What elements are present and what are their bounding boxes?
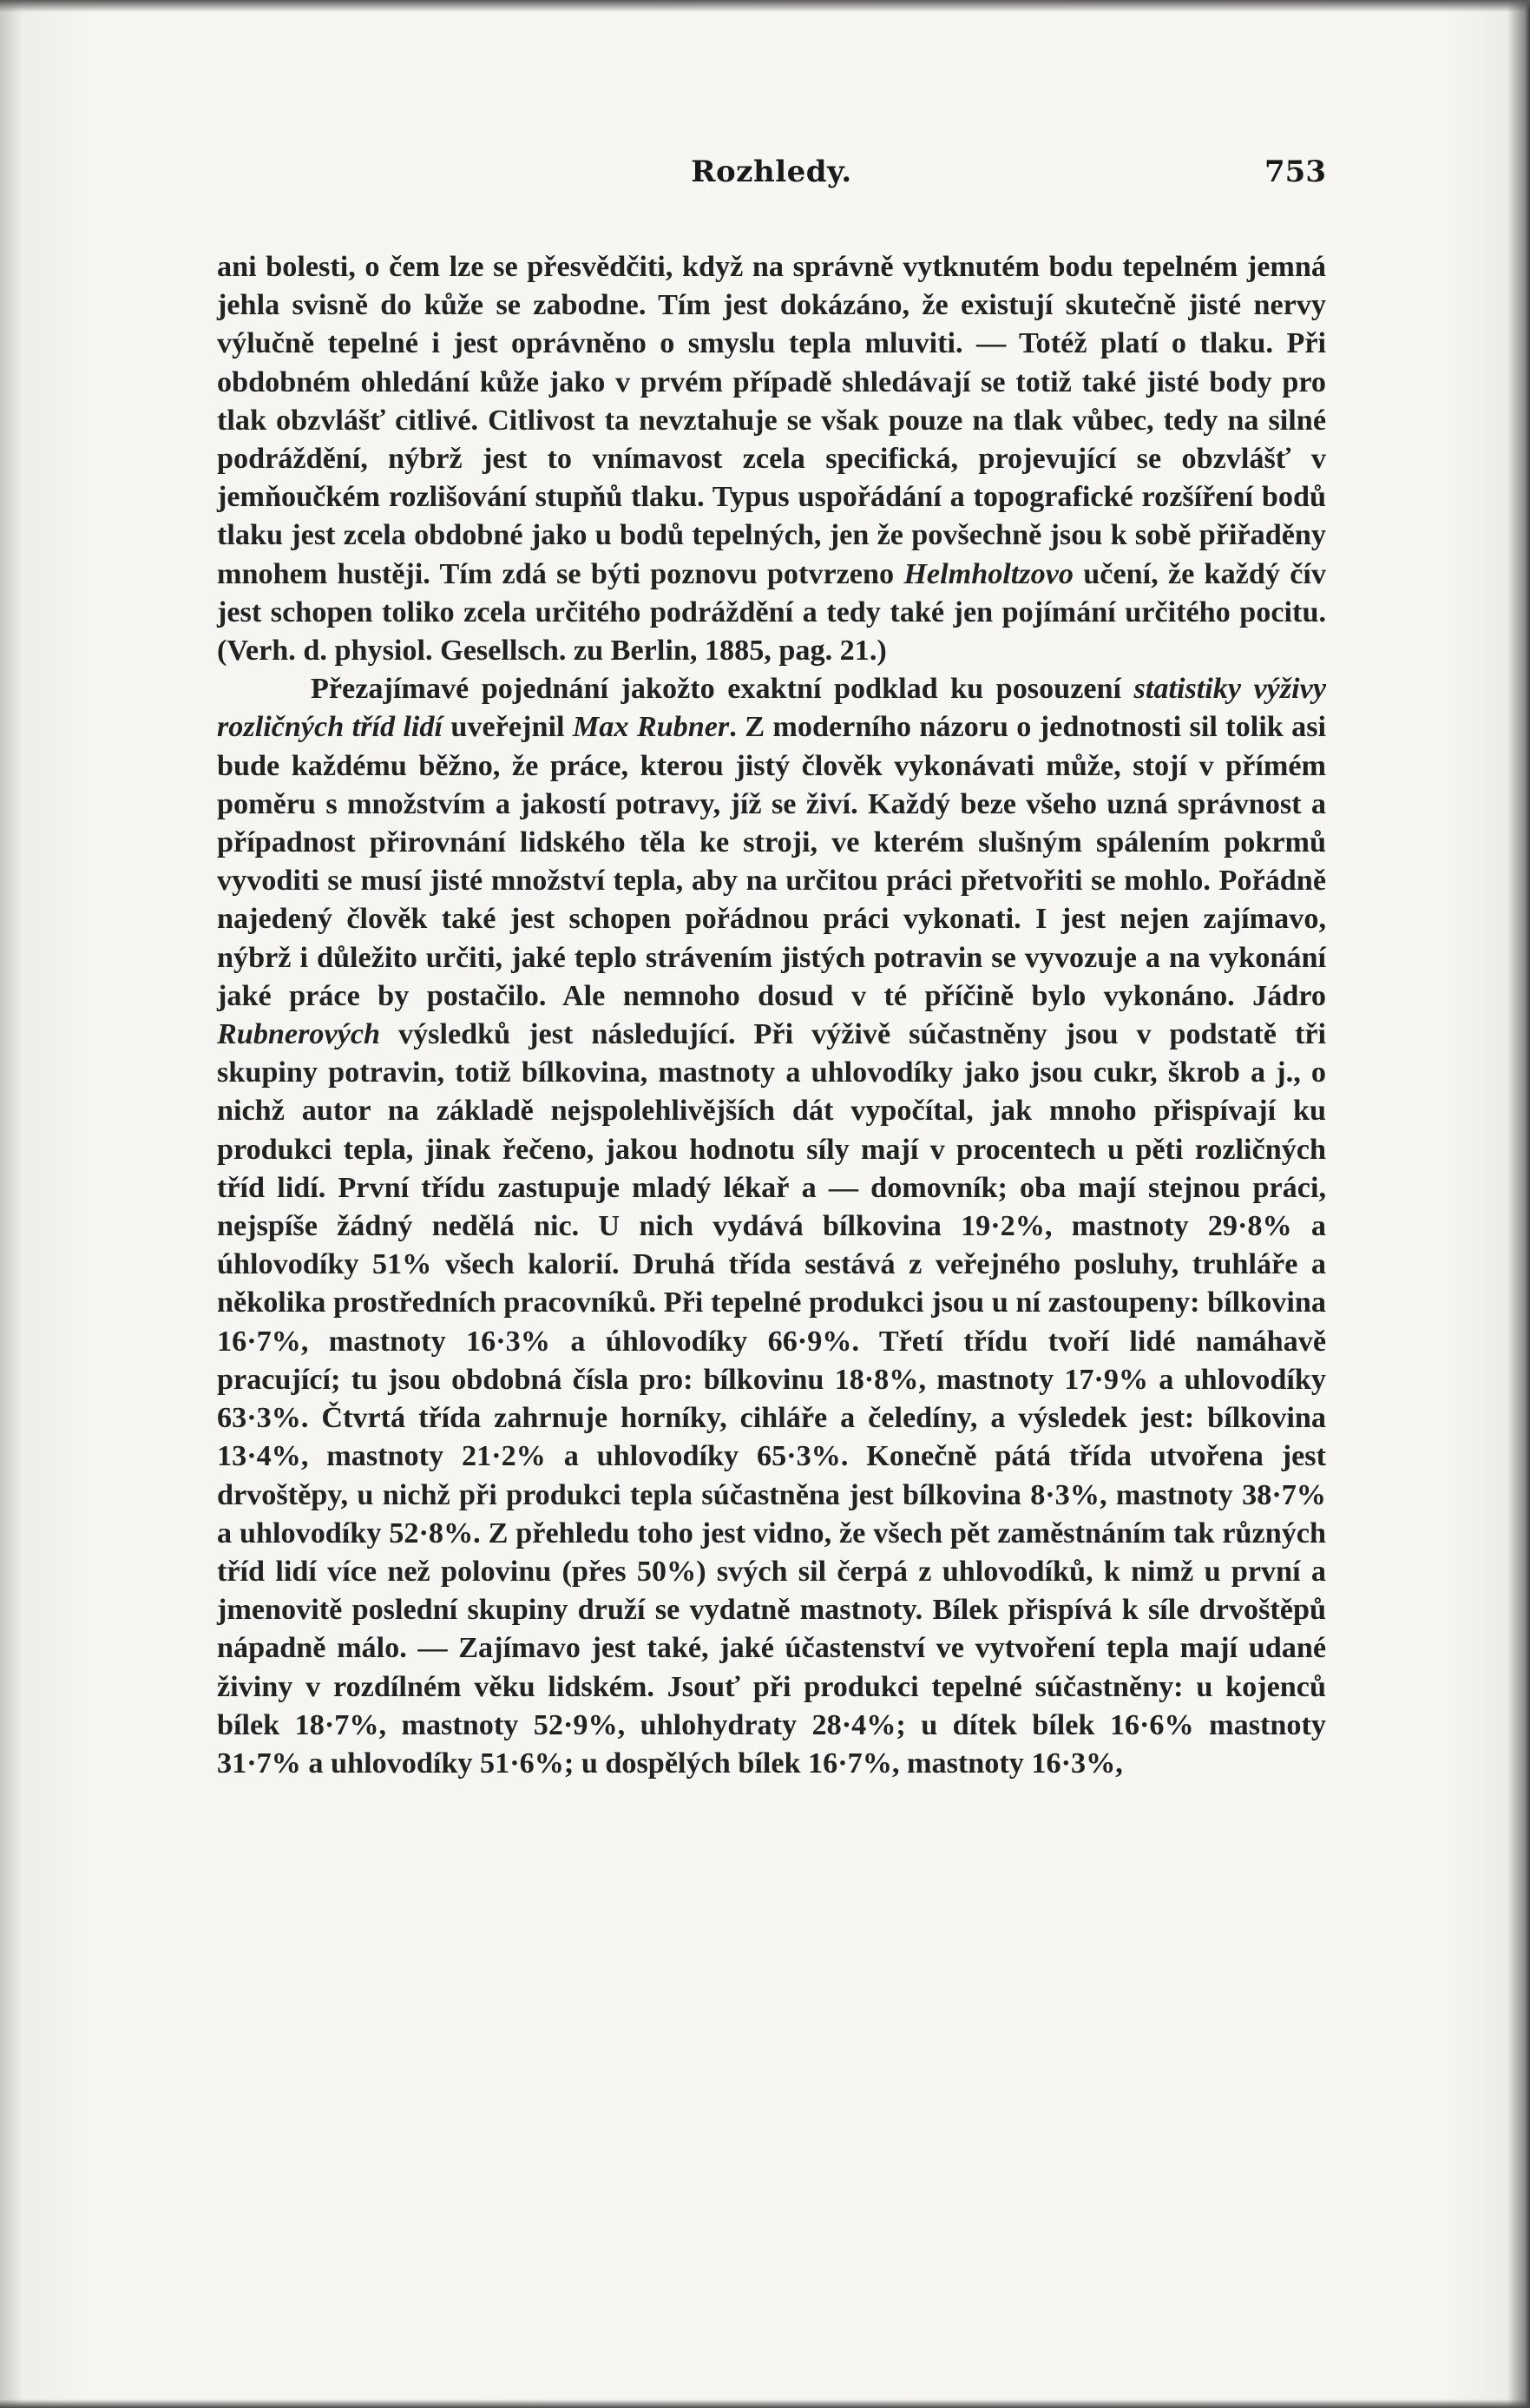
body-text: [217, 248, 1326, 1783]
paragraph-2: [217, 670, 1326, 1783]
paragraph-1: [217, 248, 1326, 670]
paragraph-2-italic-rubner: Rubnerových: [217, 1018, 381, 1051]
paragraph-2-text-a: Přezajímavé pojednání jakožto exaktní podklad ku posouzení: [311, 673, 1134, 706]
bottom-page-edge: [0, 2399, 1530, 2408]
running-head: Rozhledy.: [691, 155, 852, 189]
paragraph-2-text-d: výsledků jest následující. Při výživě súčastněny jsou v podstatě tři skupiny potravin, totiž bílkovina, mastnoty a uhlovodíky jako jsou cukr, škrob a j., o nichž autor na základě nejspolehlivějších dát vypočítal, jak mnoho přispívají ku produkci tepla, jinak řečeno, jakou hodnotu síly mají v procentech u pěti rozličných tříd lidí. První třídu zastupuje mladý lékař a — domovník; oba mají stejnou práci, nejspíše žádný nedělá nic. U nich vydává bílkovina 19·2%, mastnoty 29·8% a úhlovodíky 51% všech kalorií. Druhá třída sestává z veřejného posluhy, truhláře a několika prostředních pracovníků. Při tepelné produkci jsou u ní zastoupeny: bílkovina 16·7%, mastnoty 16·3% a úhlovodíky 66·9%. Třetí třídu tvoří lidé namáhavě pracující; tu jsou obdobná čísla pro: bílkovinu 18·8%, mastnoty 17·9% a uhlovodíky 63·3%. Čtvrtá třída zahrnuje horníky, cihláře a čeledíny, a výsledek jest: bílkovina 13·4%, mastnoty 21·2% a uhlovodíky 65·3%. Konečně pátá třída utvořena jest drvoštěpy, u nichž při produkci tepla súčastněna jest bílkovina 8·3%, mastnoty 38·7% a uhlovodíky 52·8%. Z přehledu toho jest vidno, že všech pět zaměstnáním tak různých tříd lidí více než polovinu (přes 50%) svých sil čerpá z uhlovodíků, k nimž u první a jmenovitě poslední skupiny druží se vydatně mastnoty. Bílek přispívá k síle drvoštěpů nápadně málo. — Zajímavo jest také, jaké účastenství ve vytvoření tepla mají udané živiny v rozdílném věku lidském. Jsouť při produkci tepelné súčastněny: u kojenců bílek 18·7%, mastnoty 52·9%, uhlohydraty 28·4%; u dítek bílek 16·6% mastnoty 31·7% a uhlovodíky 51·6%; u dospělých bílek 16·7%, mastnoty 16·3%,: [217, 1018, 1326, 1780]
paragraph-1-italic-helmholtz: Helmholtzovo: [903, 557, 1074, 590]
paragraph-1-text-a: ani bolesti, o čem lze se přesvědčiti, když na správně vytknutém bodu tepelném jemná jehla svisně do kůže se zabodne. Tím jest dokázáno, že existují skutečně jisté nervy výlučně tepelné i jest oprávněno o smyslu tepla mluviti. — Totéž platí o tlaku. Při obdobném ohledání kůže jako v prvém případě shledávají se totiž také jisté body pro tlak obzvlášť citlivé. Citlivost ta nevztahuje se však pouze na tlak vůbec, tedy na silné podráždění, nýbrž jest to vnímavost zcela specifická, projevující se obzvlášť v jemňoučkém rozlišování stupňů tlaku. Typus uspořádání a topografické rozšíření bodů tlaku jest zcela obdobné jako u bodů tepelných, jen že povšechně jsou k sobě přiřaděny mnohem hustěji. Tím zdá se býti poznovu potvrzeno: [217, 251, 1326, 590]
paragraph-2-text-b: uveřejnil: [443, 711, 573, 744]
right-page-edge-shadow: [1507, 0, 1530, 2408]
paragraph-2-text-c: . Z moderního názoru o jednotnosti sil tolik asi bude každému běžno, že práce, kterou jistý člověk vykonávati může, stojí v přímém poměru s množstvím a jakostí potravy, jíž se živí. Každý beze všeho uzná správnost a případnost přirovnání lidského těla ke stroji, ve kterém slušným spálením pokrmů vyvoditi se musí jisté množství tepla, aby na určitou práci přetvořiti se mohlo. Pořádně najedený člověk také jest schopen pořádnou práci vykonati. I jest nejen zajímavo, nýbrž i důležito určiti, jaké teplo strávením jistých potravin se vyvozuje a na vykonání jaké práce by postačilo. Ale nemnoho dosud v té příčině bylo vykonáno. Jádro: [217, 711, 1327, 1012]
page-number: 753: [1264, 155, 1326, 189]
paragraph-2-italic-author: Max Rubner: [572, 711, 730, 744]
paragraph-1-text-b: učení, že každý čív jest schopen toliko zcela určitého podráždění a tedy také jen pojímání určitého pocitu. (Verh. d. physiol. Gesellsch. zu Berlin, 1885, pag. 21.): [217, 557, 1326, 668]
paragraph-2-italic-topic: statistiky výživy rozličných tříd lidí: [217, 673, 1326, 744]
page-header: [217, 155, 1326, 203]
top-page-edge: [0, 0, 1530, 12]
left-page-edge-shadow: [0, 0, 23, 2408]
